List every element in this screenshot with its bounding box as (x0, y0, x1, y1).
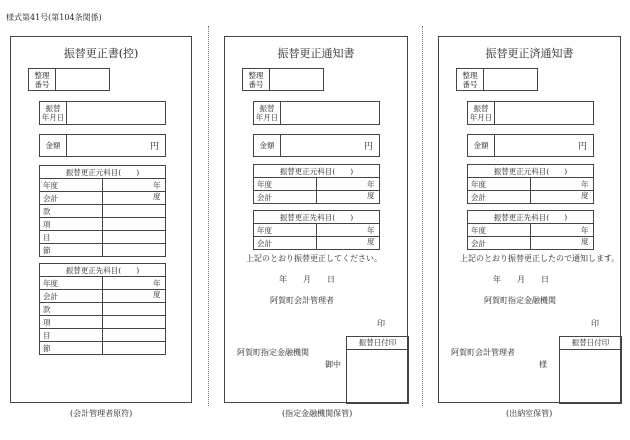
kaikei-label: 会計 (40, 192, 103, 205)
panel-furikae-kouseizumi-tsuuchi (438, 36, 621, 403)
recipient-name: 阿賀町会計管理者 (451, 348, 515, 357)
to-account-header: 振替更正先科目( ) (254, 211, 380, 224)
furikae-date-stamp-box[interactable] (346, 336, 409, 404)
panel-title: 振替更正書(控) (63, 47, 139, 60)
yen-unit: 円 (149, 142, 159, 152)
to-account-table (253, 210, 380, 250)
kaikei-field[interactable] (103, 192, 166, 205)
from-account-header: 振替更正元科目( ) (254, 165, 380, 178)
kaikei-label: 会計 (254, 191, 317, 204)
seiri-bangou-label: 整理 番号 (243, 69, 270, 90)
moku-field[interactable] (103, 231, 166, 244)
furikae-date-label: 振替 年月日 (254, 102, 281, 124)
kaikei-field[interactable] (103, 290, 166, 303)
kaikei-field[interactable] (531, 191, 594, 204)
furikae-date-label: 振替 年月日 (40, 102, 67, 124)
kan-label: 款 (40, 303, 103, 316)
setsu-field[interactable] (103, 244, 166, 257)
setsu-field[interactable] (103, 342, 166, 355)
stamp-label: 振替日付印 (347, 337, 408, 350)
honorific: 様 (539, 360, 547, 369)
moku-label: 目 (40, 329, 103, 342)
panel-caption: (出納室保管) (506, 409, 553, 418)
kou-field[interactable] (103, 218, 166, 231)
nendo-field[interactable]: 年度 (103, 179, 166, 192)
from-account-table (253, 164, 380, 204)
setsu-label: 節 (40, 342, 103, 355)
cut-line-1 (208, 26, 209, 406)
nendo-field[interactable]: 年度 (317, 224, 380, 237)
cut-line-2 (422, 26, 423, 406)
to-account-header: 振替更正先科目( ) (468, 211, 594, 224)
kaikei-label: 会計 (40, 290, 103, 303)
kingaku-label: 金額 (254, 135, 281, 156)
kou-field[interactable] (103, 316, 166, 329)
from-account-table (39, 165, 166, 257)
from-account-header: 振替更正元科目( ) (40, 166, 166, 179)
nendo-field[interactable]: 年度 (103, 277, 166, 290)
seiri-bangou-label: 整理 番号 (457, 69, 484, 90)
nendo-label: 年度 (468, 178, 531, 191)
nendo-label: 年度 (254, 224, 317, 237)
kingaku-field[interactable] (39, 134, 166, 157)
kaikei-label: 会計 (254, 237, 317, 250)
notice-text: 上記のとおり振替更正してください。 (246, 254, 382, 263)
yen-unit: 円 (577, 142, 587, 152)
moku-label: 目 (40, 231, 103, 244)
date-line: 年 月 日 (279, 275, 335, 284)
yen-unit: 円 (363, 142, 373, 152)
kingaku-field[interactable] (253, 134, 380, 157)
furikae-date-field[interactable] (467, 101, 594, 125)
kaikei-label: 会計 (468, 237, 531, 250)
seiri-bangou-field[interactable] (242, 68, 324, 91)
panel-caption: (指定金融機関保管) (282, 409, 353, 418)
nendo-label: 年度 (468, 224, 531, 237)
kan-field[interactable] (103, 303, 166, 316)
form-number: 様式第41号(第104条関係) (6, 13, 102, 22)
kaikei-label: 会計 (468, 191, 531, 204)
kingaku-label: 金額 (468, 135, 495, 156)
furikae-date-label: 振替 年月日 (468, 102, 495, 124)
nendo-field[interactable]: 年度 (317, 178, 380, 191)
seal-mark: 印 (377, 319, 385, 328)
sender-name: 阿賀町会計管理者 (270, 296, 334, 305)
kou-label: 項 (40, 316, 103, 329)
nendo-label: 年度 (40, 277, 103, 290)
kingaku-field[interactable] (467, 134, 594, 157)
kou-label: 項 (40, 218, 103, 231)
panel-caption: (会計管理者原符) (70, 409, 133, 418)
setsu-label: 節 (40, 244, 103, 257)
seiri-bangou-label: 整理 番号 (29, 69, 56, 90)
sender-name: 阿賀町指定金融機関 (484, 296, 556, 305)
date-line: 年 月 日 (493, 275, 549, 284)
furikae-date-stamp-box[interactable] (559, 336, 622, 404)
kan-label: 款 (40, 205, 103, 218)
to-account-header: 振替更正先科目( ) (40, 264, 166, 277)
nendo-field[interactable]: 年度 (531, 178, 594, 191)
from-account-table (467, 164, 594, 204)
panel-title: 振替更正済通知書 (485, 47, 574, 60)
kaikei-field[interactable] (317, 237, 380, 250)
panel-furikae-kousei-tsuuchi (224, 36, 408, 403)
seal-mark: 印 (591, 319, 599, 328)
honorific: 御中 (325, 360, 341, 369)
panel-furikae-kousei-hikae (10, 36, 192, 403)
nendo-field[interactable]: 年度 (531, 224, 594, 237)
nendo-label: 年度 (254, 178, 317, 191)
to-account-table (467, 210, 594, 250)
stamp-label: 振替日付印 (560, 337, 621, 350)
kaikei-field[interactable] (317, 191, 380, 204)
notice-text: 上記のとおり振替更正したので通知します。 (460, 254, 620, 263)
panel-title: 振替更正通知書 (277, 47, 355, 60)
kaikei-field[interactable] (531, 237, 594, 250)
kan-field[interactable] (103, 205, 166, 218)
furikae-date-field[interactable] (253, 101, 380, 125)
moku-field[interactable] (103, 329, 166, 342)
to-account-table (39, 263, 166, 355)
nendo-label: 年度 (40, 179, 103, 192)
seiri-bangou-field[interactable] (28, 68, 110, 91)
kingaku-label: 金額 (40, 135, 67, 156)
seiri-bangou-field[interactable] (456, 68, 538, 91)
from-account-header: 振替更正元科目( ) (468, 165, 594, 178)
furikae-date-field[interactable] (39, 101, 166, 125)
recipient-name: 阿賀町指定金融機関 (237, 348, 309, 357)
